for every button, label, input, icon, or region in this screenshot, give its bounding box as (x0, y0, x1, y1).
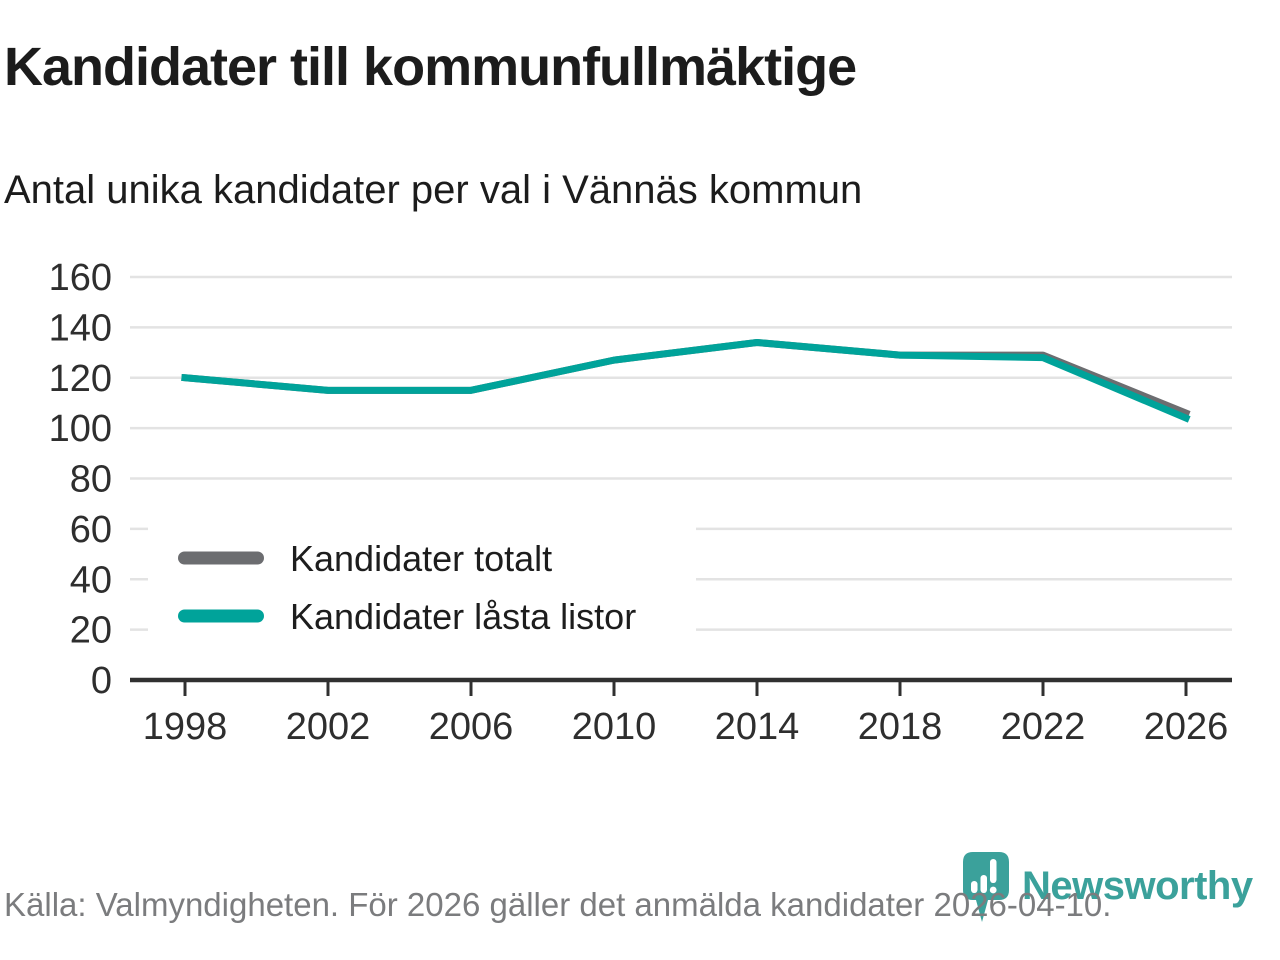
page-subtitle: Antal unika kandidater per val i Vännäs kommun (4, 168, 863, 212)
y-axis-label: 100 (48, 408, 112, 451)
legend-label: Kandidater låsta listor (290, 596, 637, 637)
x-axis-label: 1998 (142, 706, 228, 748)
y-axis-label: 160 (48, 257, 112, 299)
y-axis-label: 20 (69, 609, 112, 652)
page-title: Kandidater till kommunfullmäktige (4, 37, 857, 97)
legend-swatch (178, 610, 264, 623)
y-axis-label: 60 (69, 508, 112, 551)
y-axis-label: 80 (69, 458, 112, 501)
newsworthy-wordmark: Newsworthy (1022, 864, 1253, 908)
y-axis-label: 0 (90, 660, 112, 702)
line-chart (0, 255, 1280, 760)
x-axis-label: 2002 (285, 706, 371, 748)
x-axis-label: 2010 (571, 706, 657, 748)
y-axis-label: 120 (48, 357, 112, 400)
legend-swatch (178, 552, 264, 565)
y-axis-label: 40 (69, 559, 112, 602)
y-axis-label: 140 (48, 307, 112, 350)
chart-canvas (0, 255, 1280, 760)
legend-label: Kandidater totalt (290, 538, 553, 579)
x-axis-label: 2014 (714, 706, 800, 748)
x-axis-label: 2022 (1000, 706, 1086, 748)
x-axis-label: 2026 (1143, 706, 1229, 748)
source-note: Källa: Valmyndigheten. För 2026 gäller det anmälda kandidater 2026-04-10. (4, 886, 1112, 923)
x-axis-label: 2006 (428, 706, 514, 748)
x-axis-label: 2018 (857, 706, 943, 748)
